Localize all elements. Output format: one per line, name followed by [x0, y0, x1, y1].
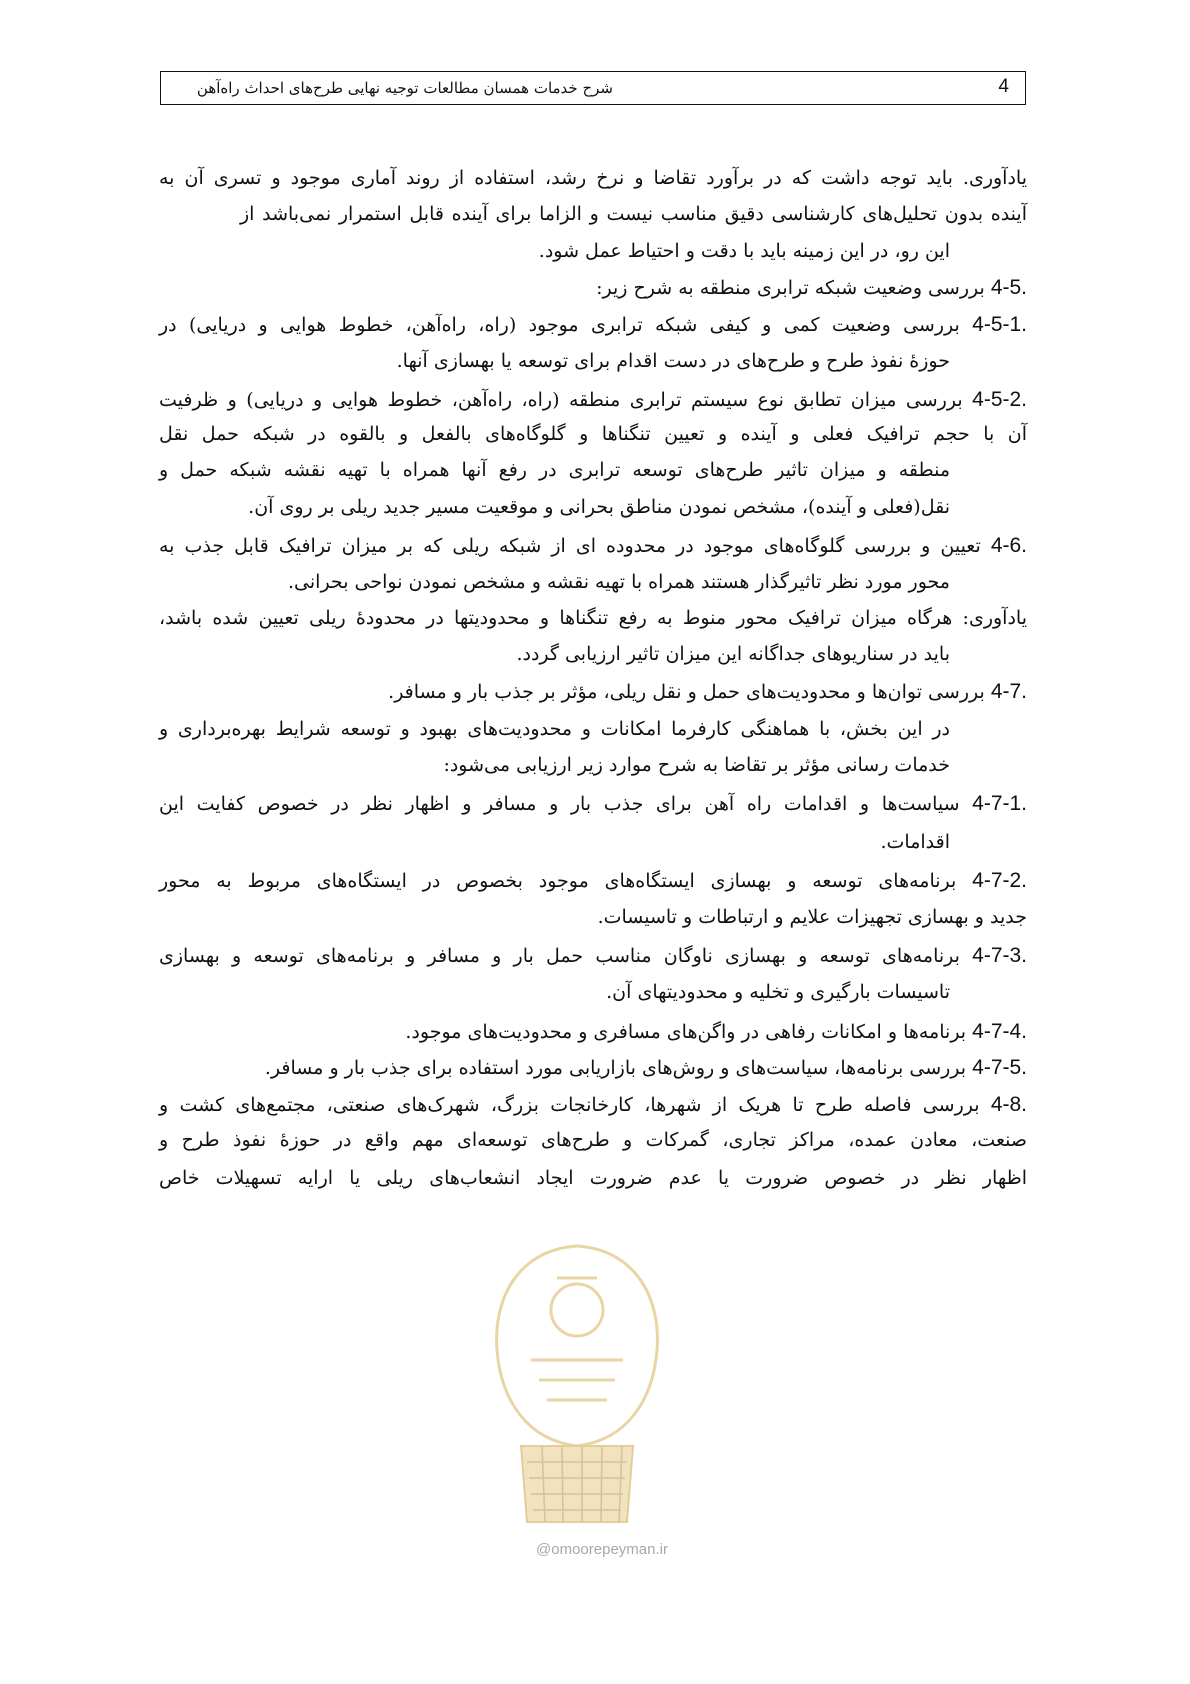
section-heading — [596, 275, 1027, 300]
section-heading — [405, 1019, 1027, 1044]
line-text: محور مورد نظر تاثیرگذار هستند همراه با تهیه نقشه و مشخص نمودن نواحی بحرانی. — [288, 571, 950, 593]
section-number: 4-7-2. — [972, 869, 1027, 892]
line-text: منطقه و میزان تاثیر طرح‌های توسعه ترابری در رفع آنها همراه با تهیه نقشه شبکه حمل و — [159, 459, 950, 481]
paragraph-line — [159, 1129, 1027, 1152]
paragraph-line — [598, 906, 1027, 929]
line-text: خدمات رسانی مؤثر بر تقاضا به شرح موارد زیر ارزیابی می‌شود: — [443, 754, 950, 776]
paragraph-line — [159, 167, 1027, 190]
line-text: یادآوری. باید توجه داشت که در برآورد تقاضا و نرخ رشد، استفاده از روند آماری موجود و تسری آن به — [159, 167, 1027, 189]
section-heading — [159, 943, 1027, 968]
paragraph-line — [159, 718, 950, 741]
line-text: در این بخش، با هماهنگی کارفرما امکانات و محدودیت‌های بهبود و توسعه شرایط بهره‌برداری و — [159, 718, 950, 740]
line-text: اظهار نظر در خصوص ضرورت یا عدم ضرورت ایجاد انشعاب‌های ریلی یا ارایه تسهیلات خاص — [159, 1167, 1027, 1189]
paragraph-line — [288, 571, 950, 594]
section-heading — [265, 1055, 1027, 1080]
page-header — [160, 71, 1026, 105]
section-number: 4-8. — [990, 1093, 1027, 1116]
line-text: سیاست‌ها و اقدامات راه آهن برای جذب بار و مسافر و اظهار نظر در خصوص کفایت این — [159, 793, 960, 815]
line-text: صنعت، معادن عمده، مراکز تجاری، گمرکات و طرح‌های توسعه‌ای مهم واقع در حوزۀ نفوذ طرح و — [159, 1129, 1027, 1151]
line-text: این رو، در این زمینه باید با دقت و احتیاط عمل شود. — [538, 240, 950, 262]
paragraph-line — [606, 981, 950, 1004]
section-number: 4-7-5. — [972, 1056, 1027, 1079]
paragraph-line — [539, 240, 950, 263]
section-heading — [159, 791, 1027, 816]
header-title: شرح خدمات همسان مطالعات توجیه نهایی طرح‌های احداث راه‌آهن — [196, 79, 613, 97]
line-text: تاسیسات بارگیری و تخلیه و محدودیتهای آن. — [606, 981, 950, 1003]
line-text: نقل(فعلی و آینده)، مشخص نمودن مناطق بحرانی و موقعیت مسیر جدید ریلی بر روی آن. — [248, 496, 950, 518]
watermark-seal — [487, 1240, 667, 1530]
line-text: اقدامات. — [880, 831, 950, 853]
line-text: بررسی وضعیت کمی و کیفی شبکه ترابری موجود (راه، راه‌آهن، خطوط هوایی و دریایی) در — [159, 314, 960, 336]
paragraph-line — [880, 831, 950, 854]
section-heading — [159, 533, 1027, 558]
line-text: بررسی برنامه‌ها، سیاست‌های و روش‌های بازاریابی مورد استفاده برای جذب بار و مسافر. — [264, 1057, 967, 1079]
line-text: برنامه‌ها و امکانات رفاهی در واگن‌های مسافری و محدودیت‌های موجود. — [405, 1021, 967, 1043]
line-text: برنامه‌های توسعه و بهسازی ایستگاه‌های موجود بخصوص در ایستگاه‌های مربوط به محور — [159, 870, 957, 892]
paragraph-line — [248, 496, 950, 519]
line-text: بررسی فاصله طرح تا هریک از شهرها، کارخانجات بزرگ، شهرک‌های صنعتی، مجتمع‌های کشت و — [159, 1094, 980, 1116]
line-text: یادآوری: هرگاه میزان ترافیک محور منوط به رفع تنگناها و محدودیتها در محدودۀ ریلی تعیین شده باشد، — [159, 607, 1027, 629]
section-number: 4-5-2. — [972, 388, 1027, 411]
watermark-source: @omoorepeyman.ir — [536, 1541, 668, 1558]
section-number: 4-7-1. — [972, 792, 1027, 815]
line-text: برنامه‌های توسعه و بهسازی ناوگان مناسب حمل بار و مسافر و برنامه‌های توسعه و بهسازی — [159, 945, 960, 967]
line-text: حوزۀ نفوذ طرح و طرح‌های در دست اقدام برای توسعه یا بهسازی آنها. — [396, 350, 950, 372]
section-number: 4-7. — [990, 680, 1027, 703]
line-text: بررسی توان‌ها و محدودیت‌های حمل و نقل ریلی، مؤثر بر جذب بار و مسافر. — [388, 681, 985, 703]
paragraph-line — [159, 607, 1027, 630]
line-text: آینده بدون تحلیل‌های کارشناسی دقیق مناسب نیست و الزاما برای آینده قابل استمرار نمی‌باشد از — [240, 203, 1027, 225]
section-number: 4-6. — [990, 534, 1027, 557]
section-heading — [159, 868, 1027, 893]
paragraph-line — [240, 203, 1027, 226]
paragraph-line — [159, 423, 1027, 446]
paragraph-line — [516, 643, 950, 666]
line-text: آن با حجم ترافیک فعلی و آینده و تعیین تنگناها و گلوگاه‌های بالفعل و بالقوه در شبکه حمل نقل — [159, 423, 1027, 445]
section-heading — [159, 312, 1027, 337]
line-text: باید در سناریوهای جداگانه این میزان تاثیر ارزیابی گردد. — [516, 643, 950, 665]
section-number: 4-7-4. — [972, 1020, 1027, 1043]
section-heading — [388, 679, 1027, 704]
section-number: 4-5-1. — [972, 313, 1027, 336]
paragraph-line — [443, 754, 950, 777]
line-text: تعیین و بررسی گلوگاه‌های موجود در محدوده ای از شبکه ریلی که بر میزان ترافیک قابل جذب به — [159, 535, 981, 557]
section-heading — [159, 387, 1027, 412]
section-number: 4-7-3. — [972, 944, 1028, 967]
paragraph-line — [397, 350, 950, 373]
line-text: بررسی وضعیت شبکه ترابری منطقه به شرح زیر: — [596, 277, 985, 299]
section-heading — [159, 1092, 1027, 1117]
paragraph-line — [159, 1167, 1027, 1190]
line-text: بررسی میزان تطابق نوع سیستم ترابری منطقه (راه، راه‌آهن، خطوط هوایی و دریایی) و ظرفیت — [159, 389, 963, 411]
line-text: جدید و بهسازی تجهیزات علایم و ارتباطات و تاسیسات. — [597, 906, 1027, 928]
section-number: 4-5. — [990, 276, 1027, 299]
page-number: 4 — [998, 76, 1009, 97]
paragraph-line — [159, 459, 950, 482]
